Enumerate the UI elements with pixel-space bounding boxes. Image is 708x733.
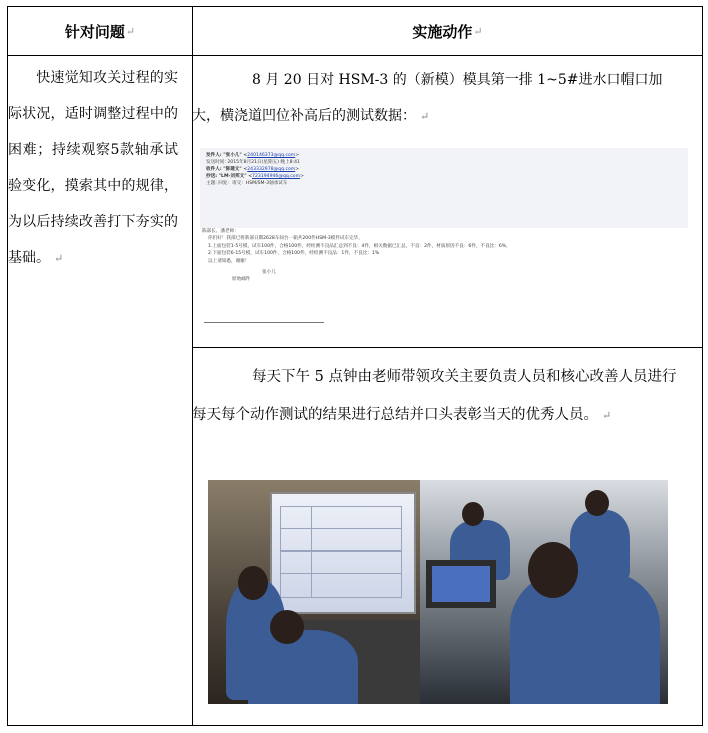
meeting-photo-left — [208, 480, 420, 704]
person-2 — [248, 630, 358, 704]
person-2-head — [270, 610, 304, 644]
email-body: 陈部长、潘老师： 你们好！我部已将新部日期2628车间台一箱共200件HSM-3模件试车完毕， 1.上面包装1-5号模，试车100件，合格100件，经检测不良品汇总到不良：4件，相关数据已汇总，不良：2件，材质原因不良：6件，不良比：6%， 2.下面包装6-15号模，试车100件，合格100件，经检测不良品：1件，不良比：1% 以上请知悉，谢谢！ 张小儿 原始邮件 — [202, 229, 511, 283]
projector-screen — [270, 492, 416, 614]
action-paragraph-2: 每天下午 5 点钟由老师带领攻关主要负责人员和核心改善人员进行每天每个动作测试的结果进行总结并口头表彰当天的优秀人员。 ↵ — [192, 369, 677, 423]
meeting-photo-right — [420, 480, 668, 704]
person-1-head — [238, 566, 268, 600]
header-divider — [8, 55, 702, 56]
row-divider — [192, 347, 702, 348]
action-paragraph-1: 8 月 20 日对 HSM-3 的（新模）模具第一排 1~5#进水口帽口加大，横浇道凹位补高后的测试数据： ↵ — [192, 72, 663, 124]
header-col-problem: 针对问题 ↵ — [64, 22, 136, 41]
header-col-action: 实施动作 ↵ — [412, 22, 483, 41]
email-screenshot: 发件人: "张小儿" <240146373@qq.com> 发送时间: 2015年8月21日(星期五) 晚上8:41 收件人: "陈建文" <243332978@qq.com> 抄送: "LM-刘邦文" <723194946@qq.com> 主题: 回复：请交：HSM/SM-3轴承试车 — [200, 148, 688, 228]
email-separator — [204, 322, 324, 323]
person-5-head — [528, 542, 578, 598]
person-4-head — [585, 490, 609, 516]
problem-text: 快速觉知攻关过程的实际状况，适时调整过程中的困难；持续观察5款轴承试验变化，摸索其中的规律，为以后持续改善打下夯实的基础。 ↵ — [8, 70, 178, 266]
person-5 — [510, 570, 660, 704]
person-3-head — [462, 502, 484, 526]
